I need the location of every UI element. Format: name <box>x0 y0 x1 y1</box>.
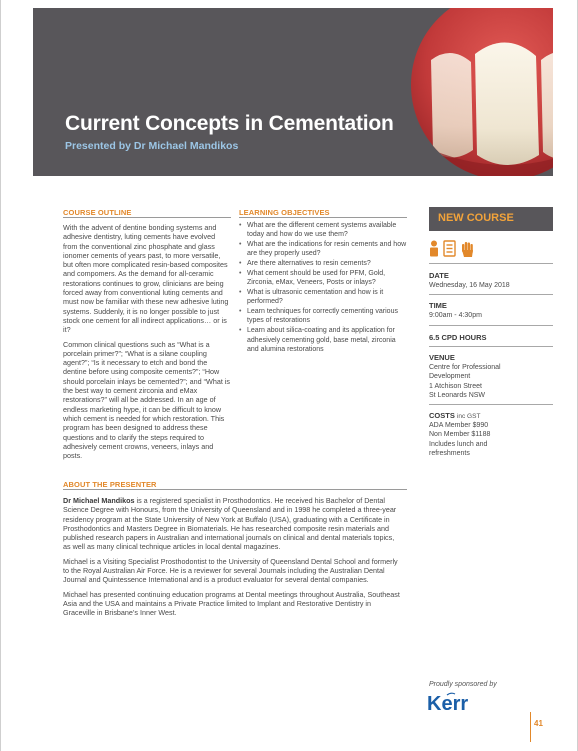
presenter-name: Dr Michael Mandikos <box>63 496 135 505</box>
objective-item: • What is ultrasonic cementation and how is it performed? <box>239 288 407 307</box>
venue-line: 1 Atchison Street <box>429 382 482 390</box>
presenter-bio <box>63 496 403 623</box>
time-value: 9:00am - 4:30pm <box>429 312 482 319</box>
venue-line: Centre for Professional <box>429 364 501 371</box>
new-course-badge: NEW COURSE <box>429 207 553 231</box>
time-label: TIME <box>429 301 447 310</box>
page-number-rule <box>530 712 531 742</box>
venue-line: St Leonards NSW <box>429 391 486 399</box>
presenter-paragraph: Michael is a Visiting Specialist Prosthodontist to the University of Queensland Dental School and formerly to the Royal Australian Air Force. He is a reviewer for several Journals including the Australian Dental Journal and Quintessence International and is a product evaluator for several dental companies. <box>63 556 398 585</box>
costs-gst-note: inc GST <box>456 413 481 420</box>
presenter-subtitle: Presented by Dr Michael Mandikos <box>65 140 239 152</box>
cost-line: Non Member $1188 <box>429 431 491 439</box>
objective-item: • Learn techniques for correctly cementing various types of restorations <box>239 307 407 326</box>
sponsor-label: Proudly sponsored by <box>429 681 497 688</box>
sidebar-rule <box>429 325 553 326</box>
learning-objectives-list <box>239 221 407 355</box>
objective-item: • What cement should be used for PFM, Gold, Zirconia, eMax, Veneers, Posts or inlays? <box>239 269 407 288</box>
sidebar-rule <box>429 294 553 295</box>
cost-line: refreshments <box>429 449 470 457</box>
course-outline-paragraph: With the advent of dentine bonding systems and adhesive dentistry, luting cements have evolved from the conventional zinc phosphate and glass ionomer cements of years past, to more versatile, but often more complicated resin-based composites and compomers. As the demand for all-ceramic restorations continues to grow, clinicians are being forced away from conventional luting cements and must now be familiar with these new adhesive luting systems. Suddenly, it is no longer possible to just stock one cement for all indirect applications… or is it? <box>63 223 229 335</box>
sidebar-rule <box>429 404 553 405</box>
objective-item: • What are the different cement systems available today and how do we use them? <box>239 221 407 240</box>
course-outline-heading: COURSE OUTLINE <box>63 208 132 217</box>
course-title: Current Concepts in Cementation <box>65 112 394 135</box>
about-presenter-heading: ABOUT THE PRESENTER <box>63 480 157 489</box>
hand-icon <box>462 242 473 257</box>
sidebar-rule <box>429 346 553 347</box>
course-outline-rule <box>63 217 231 218</box>
objective-item: • Are there alternatives to resin cements? <box>239 259 407 268</box>
document-icon <box>444 241 455 256</box>
date-label: DATE <box>429 271 449 280</box>
course-outline-text <box>63 223 231 465</box>
cpd-hours: 6.5 CPD HOURS <box>429 333 487 342</box>
sidebar-rule <box>429 263 553 264</box>
person-icon <box>430 241 438 257</box>
course-outline-paragraph: Common clinical questions such as “What is a porcelain primer?”; “What is a silane coupling agent?”; “Is it necessary to etch and bond the dentine before using composite cements?”; “How should porcelain inlays be cemented?”; and “What is the best way to cement zirconia and eMax restorations?” will all be addressed. In an age of endless marketing hype, it can be difficult to know which cement is needed for which restoration. This program has been designed to address these questions and to clarify the steps required to adhesively cement crowns, veneers, inlays and posts. <box>63 339 231 461</box>
page-number: 41 <box>534 719 543 728</box>
costs-label <box>429 411 480 420</box>
objective-item: • What are the indications for resin cements and how are they properly used? <box>239 240 407 259</box>
header-banner <box>33 8 553 176</box>
cost-line: ADA Member $990 <box>429 422 489 429</box>
presenter-paragraph <box>63 496 403 552</box>
presenter-paragraph-text: is a registered specialist in Prosthodontics. He received his Bachelor of Dental Science Degree with Honours, from the University of Queensland and in 1998 he completed a three-year residency program at the State University of New York at Buffalo (USA), graduating with a Certificate in Prosthodontics and Masters Degree in Biomaterials. He has researched composite resin materials and published research papers in Australian and international journals on clinical and dental materials topics, as well as many clinical technique articles in local dental magazines. <box>63 496 397 552</box>
about-presenter-rule <box>63 489 407 490</box>
costs-label-text: COSTS <box>429 411 455 420</box>
kerr-logo <box>427 690 487 714</box>
cost-line: Includes lunch and <box>429 440 488 448</box>
learning-objectives-rule <box>239 217 407 218</box>
presenter-paragraph: Michael has presented continuing education programs at Dental meetings throughout Australia, Southeast Asia and the USA and maintains a Private Practice limited to Implant and Restorative Dentistry in Graceville in Brisbane’s Inner West. <box>63 589 400 618</box>
date-value: Wednesday, 16 May 2018 <box>429 282 510 289</box>
course-icons <box>429 240 489 258</box>
teeth-photo <box>411 8 553 176</box>
venue-label: VENUE <box>429 353 455 362</box>
kerr-logo-text: Kerr <box>427 693 469 714</box>
learning-objectives-heading: LEARNING OBJECTIVES <box>239 208 330 217</box>
objective-item: • Learn about silica-coating and its application for adhesively cementing gold, base metal, zirconia and alumina restorations <box>239 326 407 354</box>
venue-line: Development <box>429 373 471 381</box>
